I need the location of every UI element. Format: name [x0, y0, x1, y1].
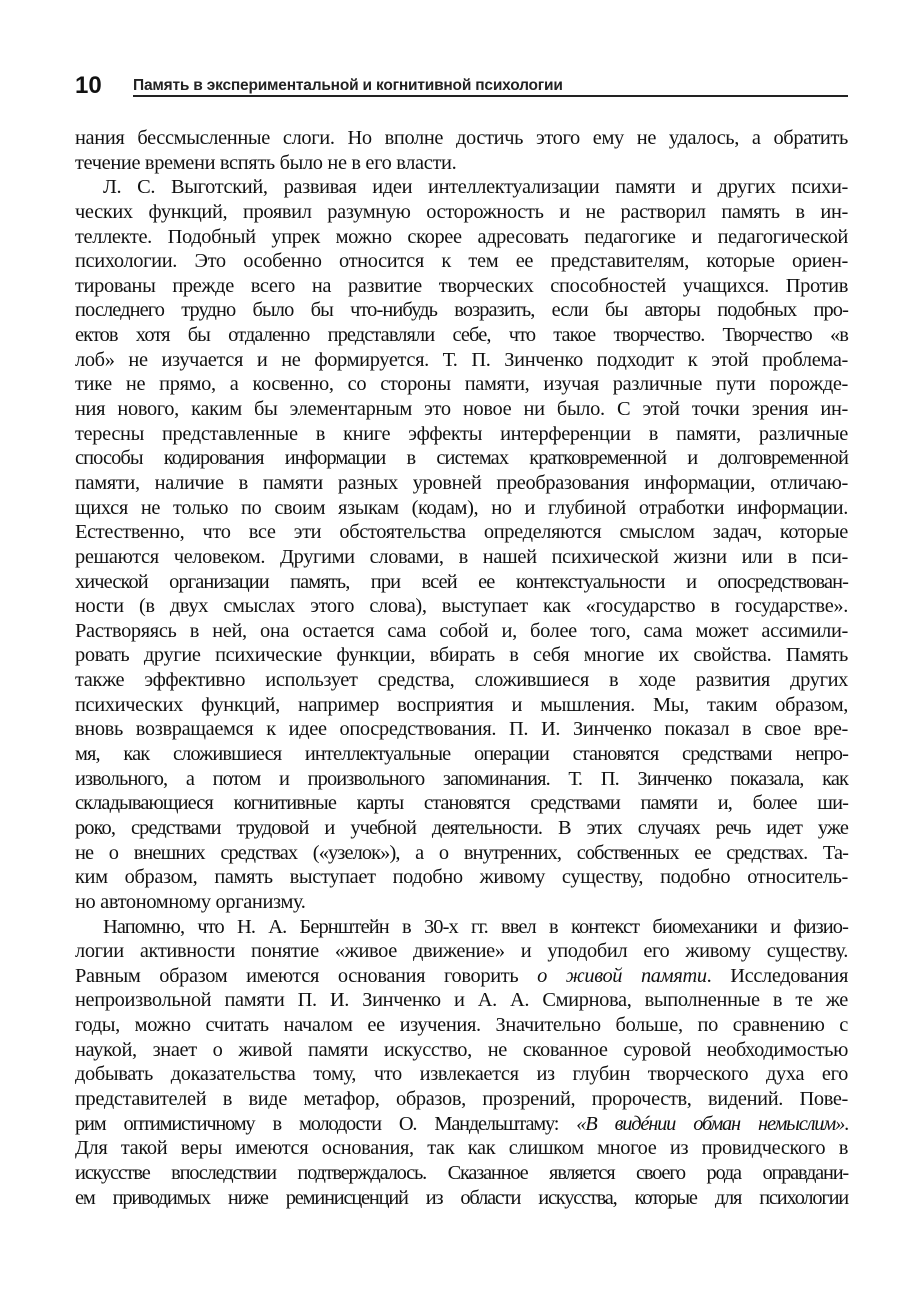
- text-line: последнего трудно было бы что-нибудь возразить, если бы авторы подобных про-: [75, 299, 848, 322]
- text-line: представителей в виде метафор, образов, прозрений, пророчеств, видений. Пове-: [75, 1087, 848, 1110]
- text-line: Для такой веры имеются основания, так как слишком многое из провидческого в: [75, 1137, 848, 1160]
- text-line: лоб» не изучается и не формируется. Т. П. Зинченко подходит к этой проблема-: [75, 348, 848, 371]
- text-line: вновь возвращаемся к идее опосредствования. П. И. Зинченко показал в свое вре-: [75, 718, 848, 741]
- text-line: добывать доказательства тому, что извлекается из глубин творческого духа его: [75, 1063, 848, 1086]
- text-line: способы кодирования информации в системах кратковременной и долговременной: [75, 447, 848, 470]
- text-line: годы, можно считать началом ее изучения. Значительно больше, по сравнению с: [75, 1014, 848, 1037]
- text-line: тересны представленные в книге эффекты интерференции в памяти, различные: [75, 422, 848, 445]
- emphasis-mandelstam-quote: «В видéнии обман немыслим»: [576, 1112, 845, 1135]
- text-line: Л. С. Выготский, развивая идеи интеллектуализации памяти и других психи-: [103, 176, 848, 199]
- text-line: ния нового, каким бы элементарным это новое ни было. С этой точки зрения ин-: [75, 398, 848, 421]
- paragraph-3: [75, 915, 848, 1211]
- text-line: щихся не только по своим языкам (кодам), но и глубиной отработки информации.: [75, 496, 848, 519]
- text-line: ности (в двух смыслах этого слова), выступает как «государство в государстве».: [75, 595, 848, 618]
- text-line: [75, 1112, 848, 1137]
- text-line: течение времени вспять было не в его власти.: [75, 151, 457, 174]
- text-line: ектов хотя бы отдаленно представляли себе, что такое творчество. Творчество «в: [75, 324, 848, 347]
- text-line: Напомню, что Н. А. Бернштейн в 30-х гг. ввел в контекст биомеханики и физио-: [103, 915, 848, 938]
- text-line: логии активности понятие «живое движение» и уподобил его живому существу.: [75, 940, 848, 963]
- page-number: 10: [75, 72, 102, 99]
- text-line: непроизвольной памяти П. И. Зинченко и А. А. Смирнова, выполненные в те же: [75, 989, 848, 1012]
- text-line: мя, как сложившиеся интеллектуальные операции становятся средствами непро-: [75, 743, 848, 766]
- text-line: Растворяясь в ней, она остается сама собой и, более того, сама может ассимили-: [75, 619, 848, 642]
- emphasis-living-memory: о живой памяти: [537, 964, 707, 987]
- text-line: ем приводимых ниже реминисценций из области искусства, которые для психологии: [75, 1186, 848, 1209]
- text-line: не о внешних средствах («узелок»), а о внутренних, собственных ее средствах. Та-: [75, 841, 848, 864]
- text-line: наукой, знает о живой памяти искусство, не скованное суровой необходимостью: [75, 1038, 848, 1061]
- body-text: [75, 126, 848, 1210]
- text-run: . Исследования: [706, 964, 849, 987]
- text-line: Естественно, что все эти обстоятельства определяются смыслом задач, которые: [75, 521, 848, 544]
- text-line: но автономному организму.: [75, 890, 306, 913]
- text-line: теллекте. Подобный упрек можно скорее адресовать педагогике и педагогической: [75, 225, 848, 248]
- running-title: Память в экспериментальной и когнитивной психологии: [133, 77, 563, 94]
- text-line: ровать другие психические функции, вбирать в себя многие их свойства. Память: [75, 644, 848, 667]
- text-line: нания бессмысленные слоги. Но вполне достичь этого ему не удалось, а обратить: [75, 127, 848, 149]
- text-run: рим оптимистичному в молодости О. Мандельштаму:: [75, 1112, 577, 1135]
- text-line: памяти, наличие в памяти разных уровней преобразования информации, отличаю-: [75, 471, 848, 494]
- text-run: .: [844, 1112, 848, 1135]
- text-line: искусстве впоследствии подтверждалось. Сказанное является своего рода оправдани-: [75, 1161, 848, 1184]
- text-line: ческих функций, проявил разумную осторожность и не растворил память в ин-: [75, 200, 848, 223]
- text-line: складывающиеся когнитивные карты становятся средствами памяти и, более ши-: [75, 792, 848, 815]
- text-line: психологии. Это особенно относится к тем ее представителям, которые ориен-: [75, 250, 848, 273]
- page-header: [75, 72, 848, 100]
- text-line: тике не прямо, а косвенно, со стороны памяти, изучая различные пути порожде-: [75, 373, 848, 396]
- paragraph-1: [75, 126, 848, 175]
- text-line: также эффективно использует средства, сложившиеся в ходе развития других: [75, 669, 848, 692]
- header-rule: [133, 95, 848, 97]
- text-line: решаются человеком. Другими словами, в нашей психической жизни или в пси-: [75, 545, 848, 568]
- paragraph-2: [75, 175, 848, 914]
- text-line: тированы прежде всего на развитие творческих способностей учащихся. Против: [75, 274, 848, 297]
- text-line: извольного, а потом и произвольного запоминания. Т. П. Зинченко показала, как: [75, 767, 848, 790]
- text-line: [75, 964, 848, 989]
- text-line: ким образом, память выступает подобно живому существу, подобно относитель-: [75, 866, 848, 889]
- text-run: Равным образом имеются основания говорить: [75, 964, 538, 987]
- text-line: хической организации память, при всей ее контекстуальности и опосредствован-: [75, 570, 848, 593]
- text-line: роко, средствами трудовой и учебной деятельности. В этих случаях речь идет уже: [75, 816, 848, 839]
- text-line: психических функций, например восприятия и мышления. Мы, таким образом,: [75, 693, 848, 716]
